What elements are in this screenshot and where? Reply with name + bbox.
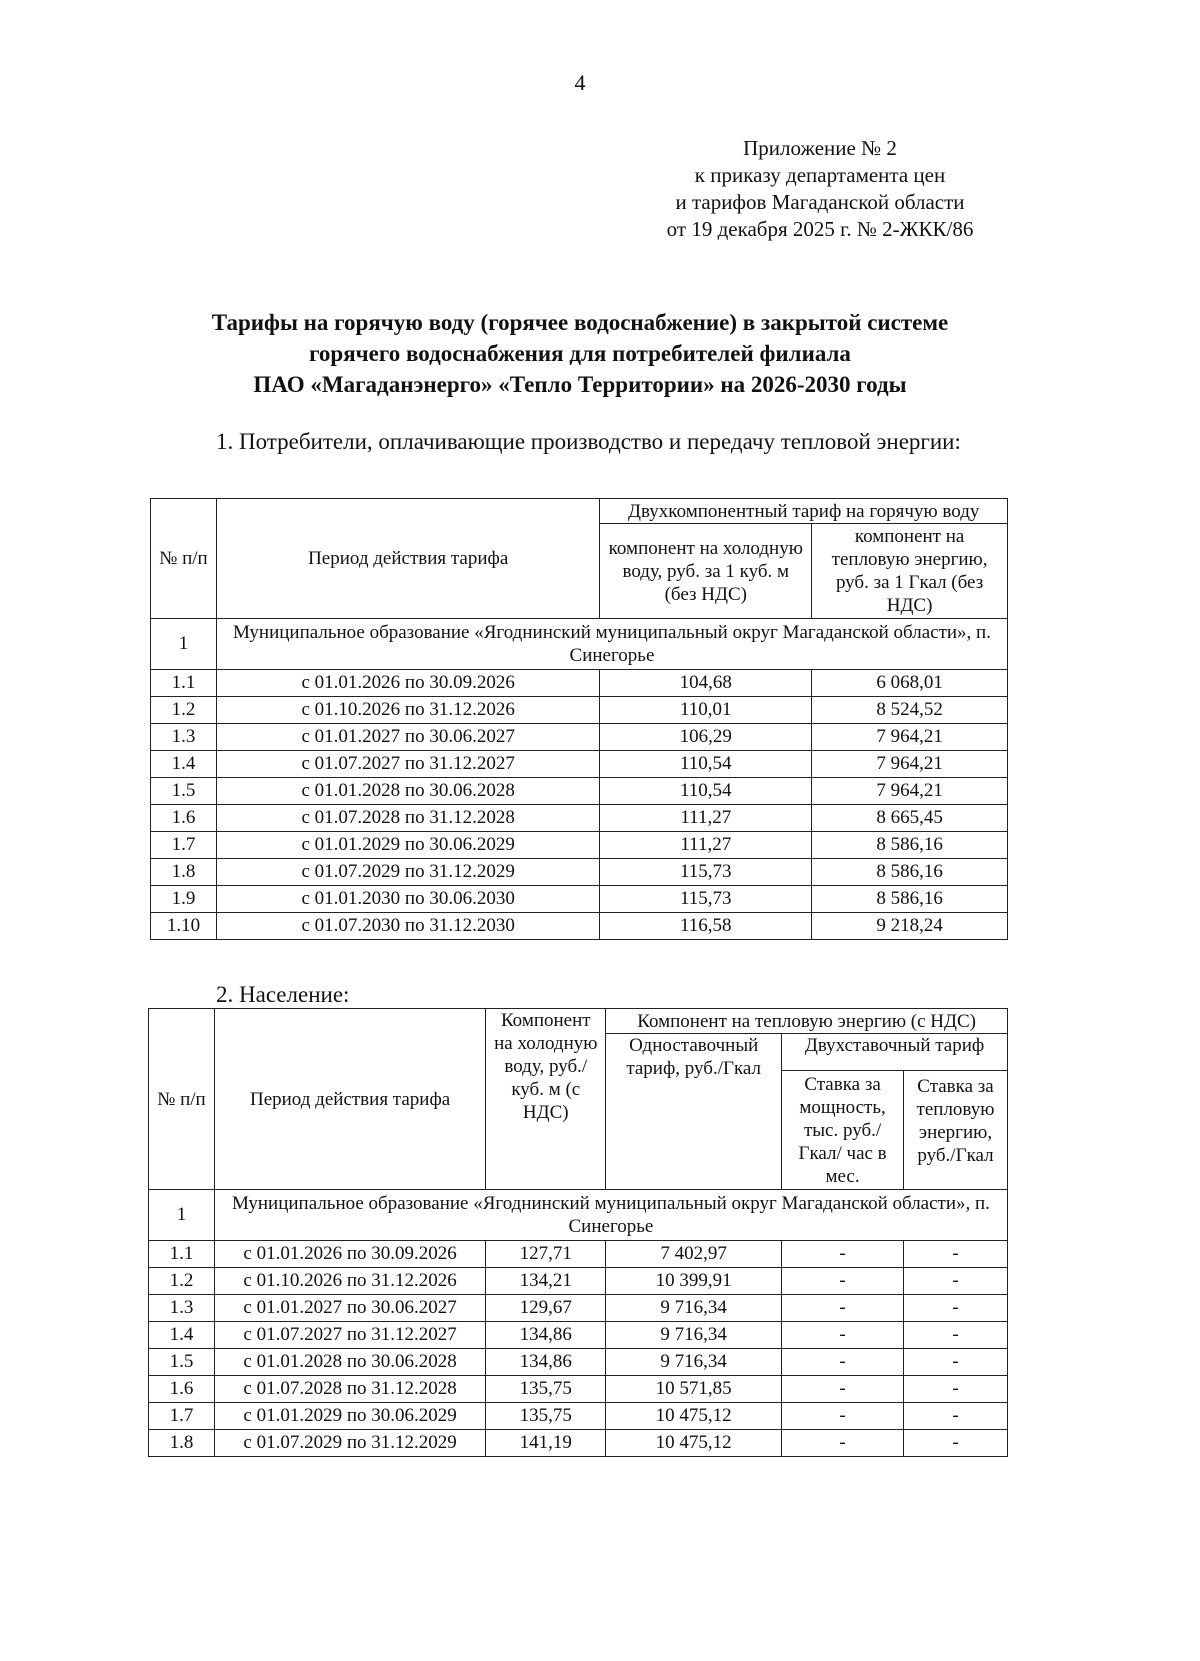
row-cold-value: 110,01 xyxy=(600,697,812,724)
row-energy-value: - xyxy=(904,1430,1008,1457)
row-energy-value: - xyxy=(904,1322,1008,1349)
table-row xyxy=(151,778,1008,805)
row-heat-value: 7 964,21 xyxy=(812,778,1008,805)
municipality-label: Муниципальное образование «Ягоднинский муниципальный округ Магаданской области», п. Синегорье xyxy=(216,619,1007,670)
row-num: 1.1 xyxy=(149,1241,215,1268)
table-row xyxy=(149,1376,1008,1403)
table-row xyxy=(151,697,1008,724)
table-row xyxy=(149,1430,1008,1457)
tariff-table-population xyxy=(148,1008,1008,1457)
row-period: с 01.07.2027 по 31.12.2027 xyxy=(214,1322,485,1349)
row-single-rate-value: 10 399,91 xyxy=(606,1268,782,1295)
row-capacity-value: - xyxy=(782,1430,904,1457)
row-period: с 01.01.2030 по 30.06.2030 xyxy=(216,886,599,913)
row-num: 1.9 xyxy=(151,886,217,913)
row-period: с 01.01.2026 по 30.09.2026 xyxy=(216,670,599,697)
row-cold-value: 116,58 xyxy=(600,913,812,940)
row-num: 1.8 xyxy=(151,859,217,886)
appendix-line: к приказу департамента цен xyxy=(694,163,946,187)
row-capacity-value: - xyxy=(782,1322,904,1349)
row-period: с 01.07.2029 по 31.12.2029 xyxy=(214,1430,485,1457)
table-row xyxy=(149,1268,1008,1295)
header-num: № п/п xyxy=(151,499,217,619)
row-cold-value: 110,54 xyxy=(600,751,812,778)
table-row xyxy=(149,1295,1008,1322)
table-row xyxy=(151,670,1008,697)
row-energy-value: - xyxy=(904,1349,1008,1376)
row-period: с 01.10.2026 по 31.12.2026 xyxy=(216,697,599,724)
row-cold-value: 134,86 xyxy=(486,1349,606,1376)
row-capacity-value: - xyxy=(782,1403,904,1430)
header-energy-rate: Ставка за тепловую энергию, руб./Гкал xyxy=(904,1071,1008,1190)
row-heat-value: 6 068,01 xyxy=(812,670,1008,697)
row-num: 1.4 xyxy=(151,751,217,778)
table-row xyxy=(151,724,1008,751)
section-2-heading: 2. Население: xyxy=(216,982,350,1007)
row-cold-value: 115,73 xyxy=(600,859,812,886)
table-row xyxy=(151,859,1008,886)
row-num: 1.6 xyxy=(151,805,217,832)
row-num: 1.5 xyxy=(149,1349,215,1376)
row-num: 1.3 xyxy=(149,1295,215,1322)
appendix-line: Приложение № 2 xyxy=(743,136,897,160)
row-num: 1.10 xyxy=(151,913,217,940)
row-energy-value: - xyxy=(904,1376,1008,1403)
header-num: № п/п xyxy=(149,1009,215,1190)
row-num: 1.7 xyxy=(151,832,217,859)
row-heat-value: 8 524,52 xyxy=(812,697,1008,724)
row-period: с 01.01.2027 по 30.06.2027 xyxy=(216,724,599,751)
row-period: с 01.07.2030 по 31.12.2030 xyxy=(216,913,599,940)
table-row xyxy=(151,805,1008,832)
row-cold-value: 110,54 xyxy=(600,778,812,805)
row-heat-value: 8 586,16 xyxy=(812,886,1008,913)
header-single-rate-tariff: Одноставочный тариф, руб./Гкал xyxy=(606,1034,782,1190)
table-row xyxy=(151,886,1008,913)
row-cold-value: 141,19 xyxy=(486,1430,606,1457)
municipality-label: Муниципальное образование «Ягоднинский муниципальный округ Магаданской области», п. Синегорье xyxy=(214,1190,1007,1241)
title-line: ПАО «Магаданэнерго» «Тепло Территории» на 2026-2030 годы xyxy=(253,372,907,397)
row-period: с 01.01.2027 по 30.06.2027 xyxy=(214,1295,485,1322)
row-cold-value: 127,71 xyxy=(486,1241,606,1268)
row-heat-value: 8 586,16 xyxy=(812,859,1008,886)
document-title xyxy=(130,307,1030,400)
group-num: 1 xyxy=(149,1190,215,1241)
row-period: с 01.07.2028 по 31.12.2028 xyxy=(216,805,599,832)
section-1-heading: 1. Потребители, оплачивающие производство и передачу тепловой энергии: xyxy=(216,429,961,454)
header-two-component-tariff: Двухкомпонентный тариф на горячую воду xyxy=(600,499,1008,524)
row-cold-value: 129,67 xyxy=(486,1295,606,1322)
row-period: с 01.07.2029 по 31.12.2029 xyxy=(216,859,599,886)
row-num: 1.6 xyxy=(149,1376,215,1403)
row-num: 1.1 xyxy=(151,670,217,697)
row-period: с 01.07.2028 по 31.12.2028 xyxy=(214,1376,485,1403)
row-cold-value: 106,29 xyxy=(600,724,812,751)
row-heat-value: 8 665,45 xyxy=(812,805,1008,832)
group-num: 1 xyxy=(151,619,217,670)
title-line: горячего водоснабжения для потребителей филиала xyxy=(309,341,851,366)
row-cold-value: 111,27 xyxy=(600,805,812,832)
header-period: Период действия тарифа xyxy=(216,499,599,619)
row-num: 1.2 xyxy=(151,697,217,724)
row-cold-value: 115,73 xyxy=(600,886,812,913)
header-heat-component-group: Компонент на тепловую энергию (с НДС) xyxy=(606,1009,1008,1034)
row-single-rate-value: 10 571,85 xyxy=(606,1376,782,1403)
header-period: Период действия тарифа xyxy=(214,1009,485,1190)
table-row xyxy=(149,1322,1008,1349)
row-capacity-value: - xyxy=(782,1349,904,1376)
row-single-rate-value: 7 402,97 xyxy=(606,1241,782,1268)
appendix-line: от 19 декабря 2025 г. № 2-ЖКК/86 xyxy=(666,217,974,241)
row-num: 1.2 xyxy=(149,1268,215,1295)
row-single-rate-value: 9 716,34 xyxy=(606,1295,782,1322)
row-cold-value: 135,75 xyxy=(486,1376,606,1403)
row-num: 1.3 xyxy=(151,724,217,751)
table-row xyxy=(151,751,1008,778)
row-period: с 01.01.2029 по 30.06.2029 xyxy=(214,1403,485,1430)
table-row xyxy=(149,1349,1008,1376)
header-cold-water-component: компонент на холодную воду, руб. за 1 куб. м (без НДС) xyxy=(600,524,812,619)
row-period: с 01.01.2026 по 30.09.2026 xyxy=(214,1241,485,1268)
row-energy-value: - xyxy=(904,1241,1008,1268)
row-heat-value: 7 964,21 xyxy=(812,751,1008,778)
table-row xyxy=(149,1241,1008,1268)
row-capacity-value: - xyxy=(782,1295,904,1322)
row-num: 1.5 xyxy=(151,778,217,805)
row-energy-value: - xyxy=(904,1268,1008,1295)
row-capacity-value: - xyxy=(782,1376,904,1403)
row-period: с 01.10.2026 по 31.12.2026 xyxy=(214,1268,485,1295)
row-cold-value: 134,21 xyxy=(486,1268,606,1295)
row-heat-value: 8 586,16 xyxy=(812,832,1008,859)
row-cold-value: 104,68 xyxy=(600,670,812,697)
row-single-rate-value: 10 475,12 xyxy=(606,1430,782,1457)
row-single-rate-value: 9 716,34 xyxy=(606,1322,782,1349)
table-row xyxy=(151,832,1008,859)
row-energy-value: - xyxy=(904,1295,1008,1322)
table-row xyxy=(151,913,1008,940)
row-single-rate-value: 10 475,12 xyxy=(606,1403,782,1430)
row-capacity-value: - xyxy=(782,1268,904,1295)
row-num: 1.7 xyxy=(149,1403,215,1430)
header-capacity-rate: Ставка за мощность, тыс. руб./Гкал/ час в мес. xyxy=(782,1071,904,1190)
appendix-line: и тарифов Магаданской области xyxy=(675,190,965,214)
row-period: с 01.01.2028 по 30.06.2028 xyxy=(214,1349,485,1376)
page-number: 4 xyxy=(574,70,586,95)
header-cold-water-component: Компонент на холодную воду, руб./куб. м (с НДС) xyxy=(486,1009,606,1190)
row-heat-value: 9 218,24 xyxy=(812,913,1008,940)
table-row xyxy=(149,1403,1008,1430)
row-period: с 01.01.2029 по 30.06.2029 xyxy=(216,832,599,859)
row-num: 1.4 xyxy=(149,1322,215,1349)
row-energy-value: - xyxy=(904,1403,1008,1430)
header-heat-component: компонент на тепловую энергию, руб. за 1 Гкал (без НДС) xyxy=(812,524,1008,619)
row-cold-value: 111,27 xyxy=(600,832,812,859)
title-line: Тарифы на горячую воду (горячее водоснабжение) в закрытой системе xyxy=(211,310,949,335)
tariff-table-producers xyxy=(150,498,1008,940)
row-period: с 01.07.2027 по 31.12.2027 xyxy=(216,751,599,778)
row-single-rate-value: 9 716,34 xyxy=(606,1349,782,1376)
row-heat-value: 7 964,21 xyxy=(812,724,1008,751)
appendix-reference xyxy=(640,135,1000,243)
row-num: 1.8 xyxy=(149,1430,215,1457)
row-period: с 01.01.2028 по 30.06.2028 xyxy=(216,778,599,805)
header-two-rate-tariff: Двухставочный тариф xyxy=(782,1034,1008,1071)
row-cold-value: 134,86 xyxy=(486,1322,606,1349)
row-capacity-value: - xyxy=(782,1241,904,1268)
row-cold-value: 135,75 xyxy=(486,1403,606,1430)
